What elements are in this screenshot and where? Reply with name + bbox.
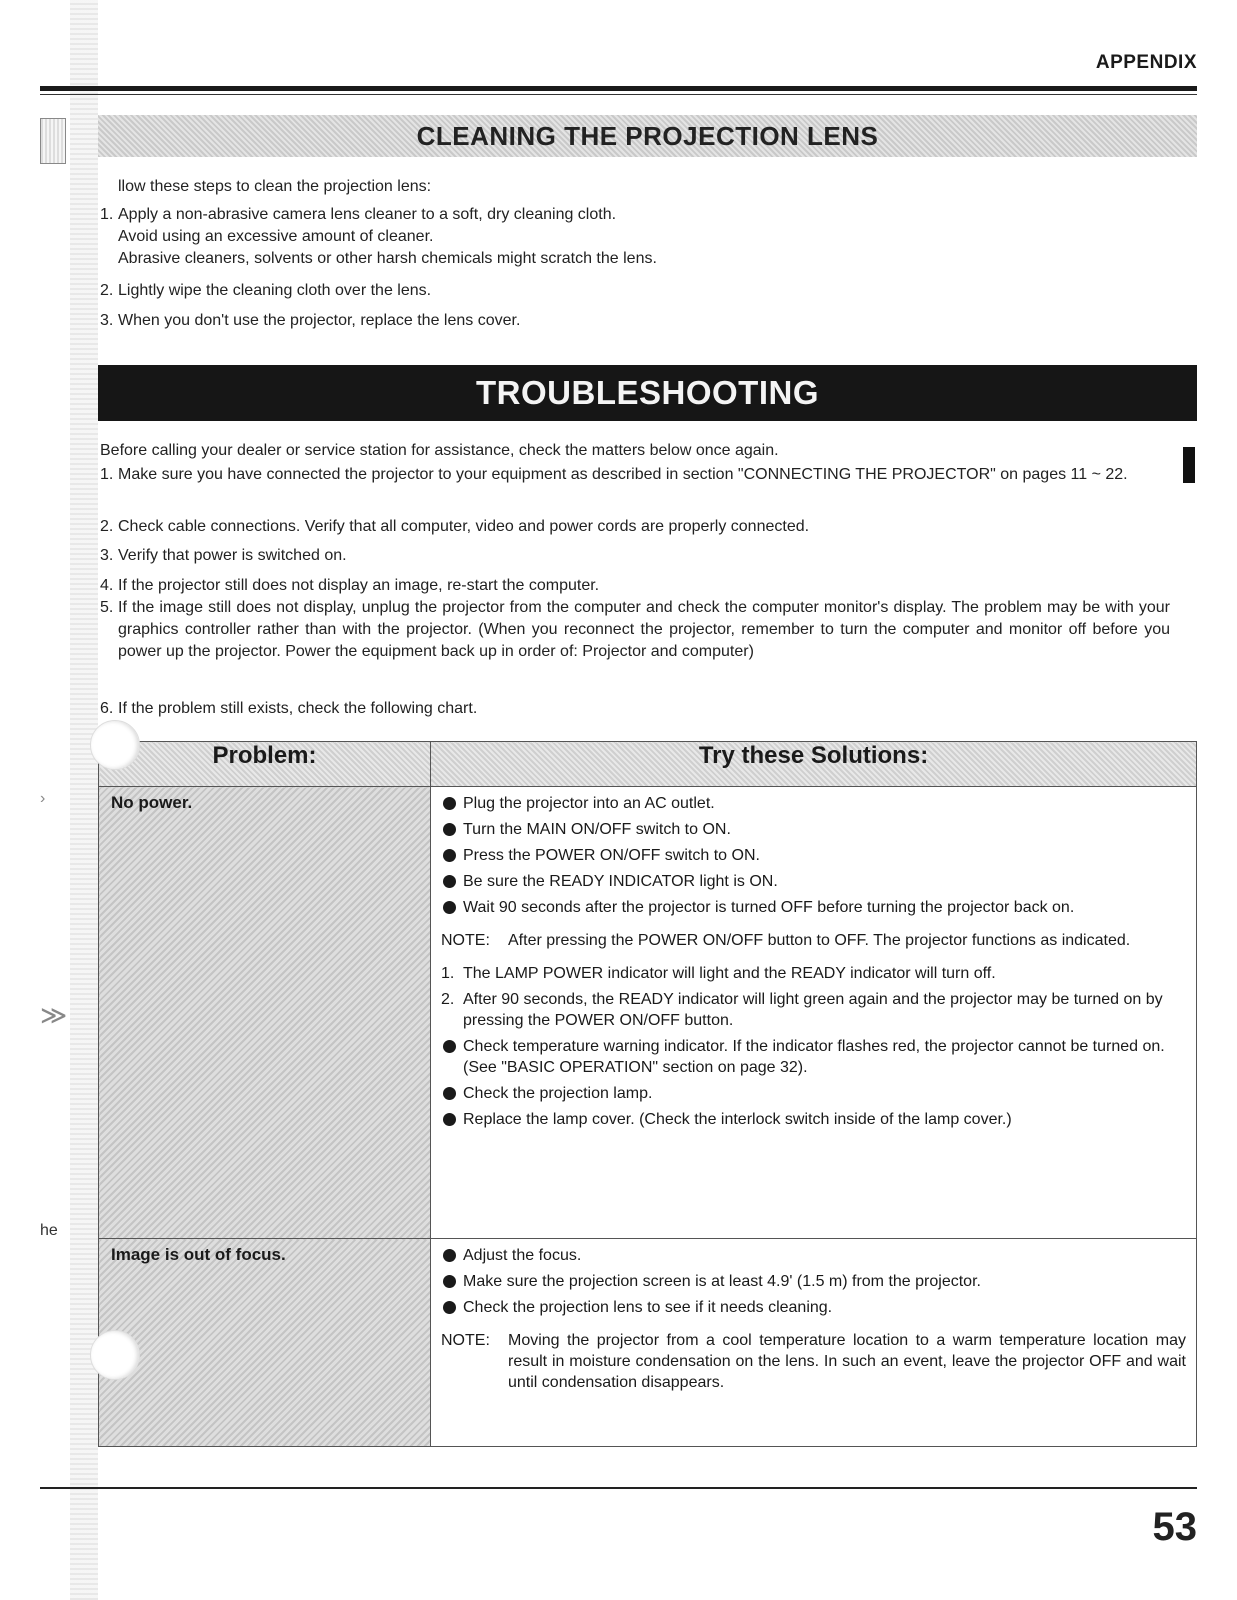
solution-text: Plug the projector into an AC outlet. — [463, 795, 715, 812]
solution-reference: (See "BASIC OPERATION" section on page 32). — [463, 1059, 808, 1076]
list-item — [441, 963, 1186, 984]
cleaning-intro: llow these steps to clean the projection lens: — [118, 178, 432, 195]
problem-cell: Image is out of focus. — [99, 1239, 431, 1447]
bullet-icon — [443, 1040, 456, 1053]
step-number: 1. — [100, 466, 114, 483]
item-number: 2. — [441, 991, 455, 1008]
step-text: If the problem still exists, check the following chart. — [118, 700, 478, 717]
list-item — [441, 1083, 1186, 1104]
note-text: After pressing the POWER ON/OFF button to OFF. The projector functions as indicated. — [508, 932, 1131, 949]
margin-mark: ≫ — [40, 1000, 68, 1030]
troubleshooting-title: TROUBLESHOOTING — [98, 365, 1197, 421]
margin-text: he — [40, 1222, 58, 1239]
step-number: 2. — [100, 518, 114, 535]
cleaning-title: CLEANING THE PROJECTION LENS — [98, 115, 1197, 157]
list-item — [441, 819, 1186, 840]
list-item — [441, 793, 1186, 814]
solution-text: After 90 seconds, the READY indicator will light green again and the projector may be turned on by pressing the POWER ON/OFF button. — [463, 991, 1163, 1029]
troubleshooting-chart — [98, 741, 1197, 1447]
step-text: Avoid using an excessive amount of cleaner. — [118, 228, 434, 245]
item-number: 1. — [441, 965, 455, 982]
bullet-icon — [443, 823, 456, 836]
step-number: 3. — [100, 547, 114, 564]
list-item — [441, 1271, 1186, 1292]
note — [441, 930, 1186, 951]
note-text: Moving the projector from a cool temperature location to a warm temperature location may result in moisture condensation on the lens. In such an event, leave the projector OFF and wait until condensation disappears. — [508, 1332, 1186, 1391]
solution-text: Wait 90 seconds after the projector is turned OFF before turning the projector back on. — [463, 899, 1075, 916]
step-text: Check cable connections. Verify that all computer, video and power cords are properly connected. — [118, 518, 810, 535]
trouble-step-1 — [100, 464, 1170, 486]
step-text: Abrasive cleaners, solvents or other harsh chemicals might scratch the lens. — [118, 250, 657, 267]
note-label: NOTE: — [441, 1332, 490, 1349]
list-item — [441, 1245, 1186, 1266]
step-number: 1. — [100, 206, 114, 223]
bullet-icon — [443, 901, 456, 914]
step-number: 3. — [100, 312, 114, 329]
list-item — [441, 1036, 1186, 1078]
list-item — [441, 871, 1186, 892]
list-item — [441, 845, 1186, 866]
trouble-step-4 — [100, 575, 1170, 597]
step-number: 6. — [100, 700, 114, 717]
step-number: 2. — [100, 282, 114, 299]
binder-hole — [90, 720, 140, 770]
bullet-icon — [443, 849, 456, 862]
header-rule-thin — [40, 94, 1197, 95]
bullet-icon — [443, 1249, 456, 1262]
solutions-column-header: Try these Solutions: — [431, 742, 1197, 787]
step-text: If the image still does not display, unplug the projector from the computer and check the computer monitor's display. The problem may be with your graphics controller rather than with the projector. (When you reconnect the projector, remember to turn the computer and monitor off before you power up the projector. Power the equipment back up in order of: Projector and computer) — [118, 599, 1170, 660]
note — [441, 1330, 1186, 1393]
bullet-icon — [443, 797, 456, 810]
header-rule — [40, 86, 1197, 91]
binder-hole — [90, 1330, 140, 1380]
note-label: NOTE: — [441, 932, 490, 949]
footer-rule — [40, 1487, 1197, 1489]
solution-text: Check temperature warning indicator. If the indicator flashes red, the projector cannot be turned on. — [463, 1038, 1165, 1055]
margin-tab — [40, 118, 66, 164]
trouble-step-6 — [100, 698, 1170, 720]
cleaning-step-3 — [100, 310, 520, 332]
step-text: Lightly wipe the cleaning cloth over the lens. — [118, 282, 432, 299]
step-text: When you don't use the projector, replace the lens cover. — [118, 312, 521, 329]
step-text: Apply a non-abrasive camera lens cleaner to a soft, dry cleaning cloth. — [118, 206, 617, 223]
solution-text: Replace the lamp cover. (Check the interlock switch inside of the lamp cover.) — [463, 1111, 1012, 1128]
solution-text: Adjust the focus. — [463, 1247, 582, 1264]
margin-marker — [1183, 447, 1195, 483]
step-text: If the projector still does not display an image, re-start the computer. — [118, 577, 600, 594]
solution-text: Make sure the projection screen is at least 4.9' (1.5 m) from the projector. — [463, 1273, 981, 1290]
step-number: 4. — [100, 577, 114, 594]
list-item — [441, 989, 1186, 1031]
bullet-icon — [443, 875, 456, 888]
solution-text: The LAMP POWER indicator will light and the READY indicator will turn off. — [463, 965, 996, 982]
list-item — [441, 1109, 1186, 1130]
trouble-step-2 — [100, 516, 1170, 538]
solutions-cell — [431, 787, 1197, 1239]
cleaning-step-2 — [100, 280, 431, 302]
section-header: APPENDIX — [1095, 52, 1197, 73]
cleaning-step-1 — [100, 204, 657, 270]
trouble-step-3 — [100, 545, 1170, 567]
solution-text: Check the projection lamp. — [463, 1085, 653, 1102]
margin-mark: › — [40, 790, 46, 807]
trouble-step-5 — [100, 597, 1170, 663]
bullet-icon — [443, 1113, 456, 1126]
solution-text: Turn the MAIN ON/OFF switch to ON. — [463, 821, 731, 838]
step-text: Verify that power is switched on. — [118, 547, 347, 564]
problem-column-header: Problem: — [99, 742, 431, 787]
bullet-icon — [443, 1275, 456, 1288]
page-number: 53 — [1152, 1505, 1197, 1549]
bullet-icon — [443, 1301, 456, 1314]
step-text: Make sure you have connected the projector to your equipment as described in section "CONNECTING THE PROJECTOR" on pages 11 ~ 22. — [118, 466, 1128, 483]
step-number: 5. — [100, 599, 114, 616]
bullet-icon — [443, 1087, 456, 1100]
solutions-cell — [431, 1239, 1197, 1447]
list-item — [441, 1297, 1186, 1318]
solution-text: Press the POWER ON/OFF switch to ON. — [463, 847, 760, 864]
chart-header-row — [99, 742, 1197, 787]
troubleshooting-intro: Before calling your dealer or service station for assistance, check the matters below once again. — [100, 442, 779, 459]
table-row — [99, 787, 1197, 1239]
solution-text: Be sure the READY INDICATOR light is ON. — [463, 873, 778, 890]
solution-text: Check the projection lens to see if it needs cleaning. — [463, 1299, 833, 1316]
table-row — [99, 1239, 1197, 1447]
problem-cell: No power. — [99, 787, 431, 1239]
list-item — [441, 897, 1186, 918]
